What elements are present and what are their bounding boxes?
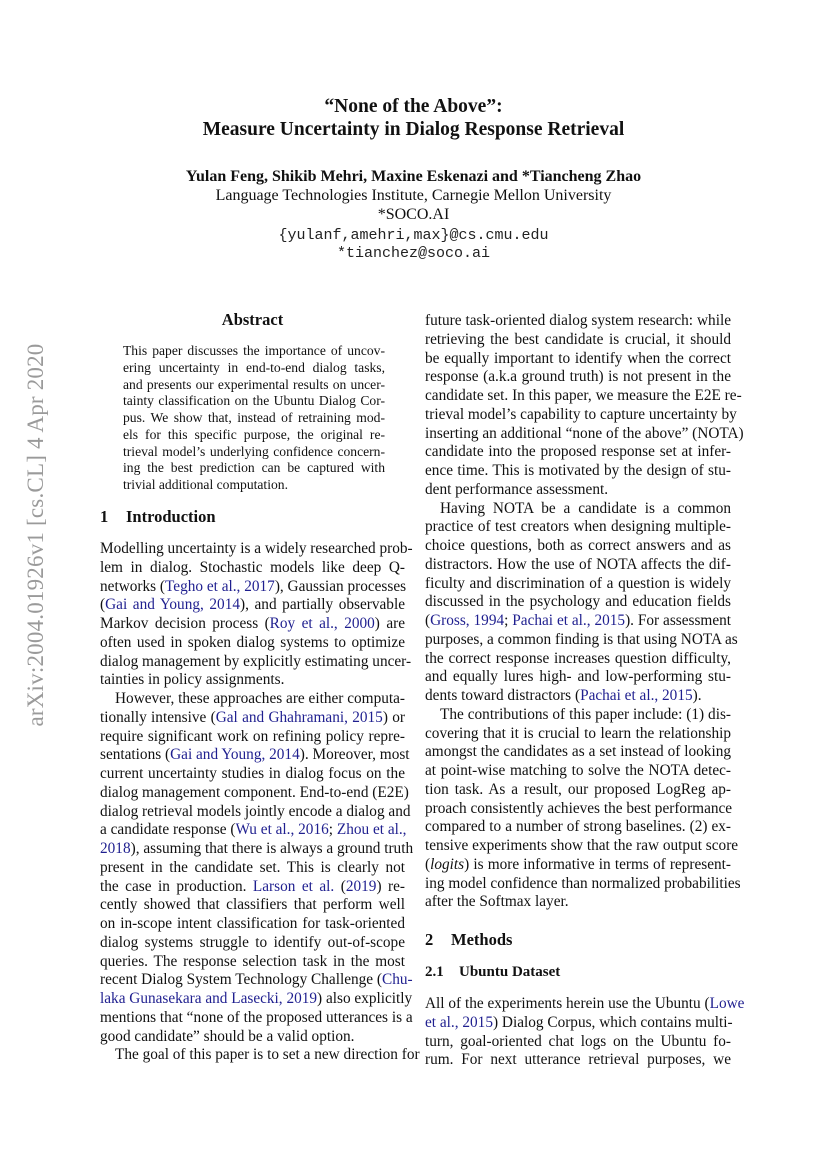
text: dent performance assessment.: [425, 480, 609, 498]
text: practice of test creators when designing multiple-: [425, 518, 731, 536]
text-line: [425, 612, 731, 631]
abstract-body: [123, 343, 385, 494]
text: ), Gaussian processes: [274, 577, 407, 595]
text: ;: [328, 821, 337, 839]
citation-link[interactable]: laka Gunasekara and Lasecki, 2019: [100, 990, 318, 1007]
text-line: [425, 818, 731, 837]
citation-link[interactable]: Gai and Young, 2014: [170, 746, 300, 764]
text-line: [100, 896, 405, 915]
text: candidate set. In this paper, we measure the E2E re-: [425, 387, 742, 404]
subsection-number: 2.1: [425, 964, 444, 980]
text: ) or: [382, 708, 405, 726]
text: at point-wise matching to solve the NOTA detec-: [425, 762, 731, 779]
text: a candidate response (: [100, 821, 236, 839]
text-line: [425, 575, 731, 594]
text-line: [425, 630, 738, 650]
text: (: [425, 855, 431, 873]
text: ), assuming that there is always a ground truth: [130, 840, 414, 857]
text: ing the best prediction can be captured with: [123, 460, 385, 476]
text-line: [100, 783, 409, 803]
section-title: Introduction: [126, 507, 216, 526]
affiliation-2: *SOCO.AI: [377, 206, 450, 223]
paper-title-line2: Measure Uncertainty in Dialog Response Retrieval: [202, 119, 625, 140]
affiliation: Language Technologies Institute, Carnegie Mellon University: [215, 187, 612, 204]
authors: Yulan Feng, Shikib Mehri, Maxine Eskenazi and *Tiancheng Zhao: [185, 168, 642, 185]
text: (: [334, 877, 346, 895]
text-line: [425, 687, 731, 706]
text-line: [123, 460, 385, 477]
text: good candidate” should be a valid option.: [100, 1027, 355, 1045]
text: The contributions of this paper include: (1) dis-: [440, 705, 731, 723]
text-line: [425, 706, 731, 725]
text: the correct response increases question difficulty,: [425, 649, 731, 667]
text-line: [425, 312, 731, 331]
text: tainty classification on the Ubuntu Dialog Cor-: [123, 393, 385, 409]
text: retrieving the best candidate is crucial, it should: [425, 330, 731, 348]
citation-link[interactable]: Chu-: [382, 971, 413, 989]
text: tionally intensive (: [100, 708, 216, 726]
text-line: [100, 709, 405, 728]
text-line: [100, 1008, 413, 1028]
text: pus. We show that, instead of retraining mod-: [123, 410, 385, 425]
text-line: [123, 410, 385, 427]
text-line: [100, 802, 411, 822]
text: ). Moreover, most: [299, 746, 410, 764]
right-column-body: [425, 312, 744, 912]
text-line: [425, 1033, 731, 1052]
text-line: [425, 405, 737, 425]
text-line: [425, 537, 731, 556]
text-line: [425, 1014, 731, 1033]
text: Markov decision process (: [100, 615, 270, 632]
text-line: [425, 387, 742, 406]
text: distractors. How the use of NOTA affects the dif-: [425, 555, 731, 573]
text-line: [425, 556, 731, 575]
text: ), and partially observable: [240, 596, 405, 614]
text-line: [425, 856, 731, 875]
text-line: [123, 343, 385, 360]
text: ficulty and discrimination of a question is widely: [425, 574, 731, 592]
text-line: [100, 559, 405, 578]
section-heading-methods: [425, 930, 512, 950]
text: dialog management component. End-to-end (E2E): [100, 783, 409, 801]
section-number: 2: [425, 930, 434, 949]
text: on in-scope intent classification for task-oriented: [100, 915, 405, 932]
text: The goal of this paper is to set a new direction for: [115, 1046, 420, 1064]
text: often used in spoken dialog systems to optimize: [100, 633, 405, 651]
text-line: [100, 596, 405, 615]
text: discussed in the psychology and education fields: [425, 593, 731, 611]
text-line: [100, 915, 405, 934]
text: rum. For next utterance retrieval purposes, we: [425, 1051, 731, 1069]
text-line: [425, 331, 731, 350]
text-line: [425, 800, 731, 819]
citation-link[interactable]: Pachai et al., 2015: [512, 612, 626, 629]
text: mentions that “none of the proposed utterances is a: [100, 1008, 413, 1026]
citation-link[interactable]: Wu et al., 2016: [235, 821, 329, 839]
text: networks (: [100, 577, 165, 595]
text-line: [100, 578, 405, 597]
text-line: [425, 424, 744, 444]
text: All of the experiments herein use the Ubuntu (: [425, 995, 710, 1012]
section-number: 1: [100, 507, 109, 526]
text-line: [100, 859, 405, 878]
text: turn, goal-oriented chat logs on the Ubuntu fo-: [425, 1032, 731, 1050]
text-line: [425, 781, 731, 800]
text-line: [100, 652, 412, 672]
text-line: [100, 1046, 420, 1065]
text: ) re-: [376, 877, 405, 895]
text-line: [123, 477, 385, 494]
text-line: [425, 995, 745, 1014]
text-line: [123, 360, 385, 377]
text-line: [425, 443, 731, 462]
text-line: [425, 368, 731, 387]
text-line: [425, 668, 731, 687]
text: tainties in policy assignments.: [100, 671, 285, 689]
text: (: [425, 612, 431, 629]
text-line: [100, 615, 405, 634]
text: trivial additional computation.: [123, 477, 288, 492]
text-line: [425, 874, 741, 894]
text-line: [425, 725, 731, 744]
text-line: [100, 746, 410, 765]
text-line: [123, 393, 385, 410]
text-line: [100, 878, 405, 897]
citation-link[interactable]: Tegho et al., 2017: [165, 577, 275, 595]
citation-link[interactable]: Larson et al.: [252, 877, 335, 895]
text-line: [425, 518, 731, 537]
text: dialog systems struggle to identify out-of-scope: [100, 933, 405, 951]
text-line: [100, 728, 405, 747]
introduction-body: [100, 540, 420, 1065]
text-line: [123, 444, 385, 461]
text-line: [100, 540, 413, 559]
text-line: [100, 765, 405, 784]
abstract-heading: Abstract: [221, 310, 284, 329]
text: require significant work on refining policy repre-: [100, 727, 405, 745]
citation-link[interactable]: Roy et al., 2000: [269, 615, 375, 632]
text: candidate into the proposed response set at infer-: [425, 443, 731, 461]
text: current uncertainty studies in dialog focus on the: [100, 765, 405, 782]
citation-link[interactable]: Gai and Young, 2014: [105, 596, 240, 614]
text: future task-oriented dialog system research: while: [425, 312, 731, 329]
text-line: [100, 634, 405, 653]
text: dialog management by explicitly estimating uncer-: [100, 652, 412, 670]
text: ing model confidence than normalized probabilities: [425, 874, 741, 892]
email-2: *tianchez@soco.ai: [336, 245, 491, 262]
text: covering that it is crucial to learn the relationship: [425, 724, 731, 742]
text: This paper discusses the importance of uncov-: [123, 343, 385, 358]
paper-title-line1: “None of the Above”:: [324, 96, 503, 117]
text: sentations (: [100, 746, 171, 764]
text: queries. The response selection task in the most: [100, 952, 405, 970]
text: and equally lures high- and low-performing stu-: [425, 668, 731, 686]
italic-term: logits: [430, 855, 465, 873]
text: tion task. As a result, our proposed LogReg ap-: [425, 780, 731, 798]
text: trieval model’s underlying confidence concern-: [123, 443, 385, 459]
text-line: [425, 743, 731, 762]
text: and presents our experimental results on uncer-: [123, 376, 385, 392]
text: dialog retrieval models jointly encode a dialog and: [100, 802, 411, 820]
text-line: [425, 593, 731, 612]
text-line: [425, 893, 731, 912]
citation-link[interactable]: Zhou et al.,: [336, 821, 407, 839]
text: ) is more informative in terms of represent-: [464, 855, 731, 873]
text: amongst the candidates as a set instead of looking: [425, 743, 731, 761]
text: ). For assessment: [625, 612, 732, 629]
text-line: [100, 1028, 405, 1047]
text-line: [425, 481, 731, 500]
text-line: [100, 934, 405, 953]
citation-link[interactable]: Lowe: [709, 995, 745, 1012]
text-line: [123, 377, 385, 394]
text-line: [100, 953, 405, 972]
text: proach consistently achieves the best performance: [425, 799, 733, 817]
text: present in the candidate set. This is clearly not: [100, 858, 405, 876]
text-line: [425, 837, 739, 856]
arxiv-watermark: arXiv:2004.01926v1 [cs.CL] 4 Apr 2020: [23, 343, 48, 727]
text: els for this specific purpose, the original re-: [123, 426, 385, 442]
text: However, these approaches are either computa-: [115, 690, 405, 707]
text: ) are: [374, 615, 405, 632]
text-line: [100, 671, 405, 690]
text: be equally important to identify when the correct: [425, 349, 731, 367]
text-line: [425, 462, 731, 481]
text-line: [100, 840, 414, 859]
text: ) Dialog Corpus, which contains multi-: [492, 1013, 733, 1031]
text: compared to a number of strong baselines. (2) ex-: [425, 818, 731, 836]
text: tensive experiments show that the raw output score: [425, 837, 739, 854]
text: ).: [692, 687, 702, 704]
text: lem in dialog. Stochastic models like deep Q-: [100, 558, 405, 576]
text: after the Softmax layer.: [425, 893, 569, 911]
citation-link[interactable]: 2018: [100, 840, 131, 857]
section-heading-introduction: [100, 507, 216, 527]
text: the case in production.: [100, 877, 253, 895]
email-1: {yulanf,amehri,max}@cs.cmu.edu: [278, 227, 549, 244]
citation-link[interactable]: Pachai et al., 2015: [580, 687, 693, 704]
citation-link[interactable]: 2019: [345, 877, 377, 895]
text: Modelling uncertainty is a widely researched prob-: [100, 540, 413, 557]
text: ence time. This is motivated by the design of stu-: [425, 462, 731, 479]
text: inserting an additional “none of the above” (NOTA): [425, 424, 744, 442]
text-line: [425, 650, 731, 669]
text: recent Dialog System Technology Challenge (: [100, 971, 382, 989]
text-line: [425, 762, 731, 781]
citation-link[interactable]: et al., 2015: [425, 1013, 493, 1031]
methods-body: [425, 995, 745, 1070]
text: ) also explicitly: [317, 990, 413, 1007]
text: ering uncertainty in end-to-end dialog tasks,: [123, 359, 385, 375]
text-line: [425, 1051, 731, 1070]
text: Having NOTA be a candidate is a common: [440, 499, 731, 517]
text: (: [100, 596, 106, 614]
citation-link[interactable]: Gal and Ghahramani, 2015: [215, 708, 383, 726]
text-line: [100, 821, 405, 840]
text-line: [100, 690, 405, 709]
text: ;: [504, 612, 513, 629]
subsection-heading-ubuntu-dataset: [425, 962, 560, 982]
text: cently showed that classifiers that perform well: [100, 896, 405, 914]
text-line: [123, 427, 385, 444]
text-line: [100, 990, 413, 1009]
text-line: [425, 350, 731, 369]
citation-link[interactable]: Gross, 1994: [430, 612, 505, 629]
text: purposes, a common finding is that using NOTA as: [425, 630, 738, 648]
text-line: [425, 500, 731, 519]
text: dents toward distractors (: [425, 687, 581, 704]
text-line: [100, 971, 413, 990]
text: choice questions, both as correct answers and as: [425, 537, 731, 554]
section-title: Methods: [451, 930, 513, 949]
text: trieval model’s capability to capture uncertainty by: [425, 405, 737, 423]
subsection-title: Ubuntu Dataset: [459, 964, 561, 980]
text: response (a.k.a ground truth) is not present in the: [425, 368, 731, 386]
